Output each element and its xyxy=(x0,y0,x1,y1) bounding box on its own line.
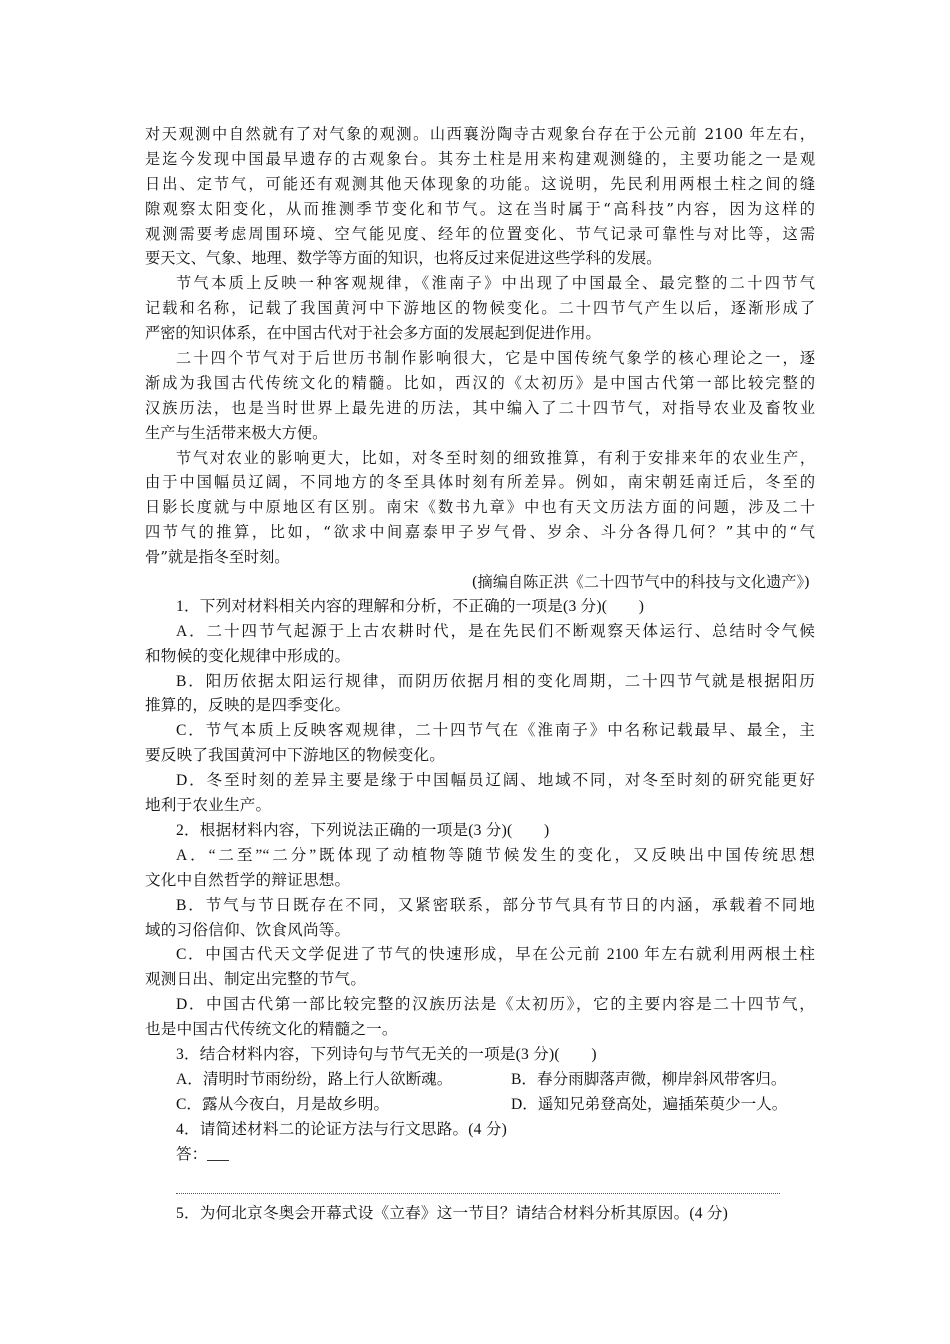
document-page xyxy=(145,122,815,1227)
option-d-cont: 地利于农业生产。 xyxy=(145,797,272,815)
option-a: A．清明时节雨纷纷，路上行人欲断魂。 xyxy=(176,1070,453,1088)
option-d: D．冬至时刻的差异主要是缘于中国幅员辽阔、地域不同，对冬至时刻的研究能更好 xyxy=(176,772,815,790)
text-line: 四节气的推算，比如，“欲求中间嘉泰甲子岁气骨、岁余、斗分各得几何？”其中的“气 xyxy=(145,523,815,542)
text-line: 由于中国幅员辽阔，不同地方的冬至具体时刻有所差异。例如，南宋朝廷南迁后，冬至的 xyxy=(145,473,815,492)
options-row-2 xyxy=(145,1093,815,1118)
question-stem: 3．结合材料内容，下列诗句与节气无关的一项是(3 分)( ) xyxy=(176,1045,597,1063)
option-d-cont: 也是中国古代传统文化的精髓之一。 xyxy=(145,1021,398,1039)
text-line: 观测需要考虑周围环境、空气能见度、经年的位置变化、节气记录可靠性与对比等，这需 xyxy=(145,224,815,243)
option-c-cont: 观测日出、制定出完整的节气。 xyxy=(145,971,367,989)
option-a-cont: 文化中自然哲学的辩证思想。 xyxy=(145,871,351,889)
passage-source: (摘编自陈正洪《二十四节气中的科技与文化遗产》) xyxy=(471,573,810,592)
answer-area[interactable] xyxy=(145,1143,815,1168)
question-stem: 1．下列对材料相关内容的理解和分析，不正确的一项是(3 分)( ) xyxy=(176,597,645,615)
passage-paragraph-2 xyxy=(145,271,815,346)
option-c-cont: 要反映了我国黄河中下游地区的物候变化。 xyxy=(145,747,446,765)
text-line: 节气本质上反映一种客观规律，《淮南子》中出现了中国最全、最完整的二十四节气 xyxy=(176,274,815,293)
question-stem: 4．请简述材料二的论证方法与行文思路。(4 分) xyxy=(176,1120,507,1138)
text-line: 要天文、气象、地理、数学等方面的知识，也将反过来促进这些学科的发展。 xyxy=(145,249,662,268)
text-line: 渐成为我国古代传统文化的精髓。比如，西汉的《太初历》是中国古代第一部比较完整的 xyxy=(145,373,815,392)
questions-section xyxy=(145,595,815,1227)
passage-paragraph-4 xyxy=(145,446,815,570)
option-d: D．遥知兄弟登高处，遍插茱萸少一人。 xyxy=(511,1095,788,1113)
text-line: 二十四个节气对于后世历书制作影响很大，它是中国传统气象学的核心理论之一，逐 xyxy=(176,349,815,368)
text-line: 记载和名称，记载了我国黄河中下游地区的物候变化。二十四节气产生以后，逐渐形成了 xyxy=(145,299,815,318)
question-4 xyxy=(145,1118,815,1195)
text-line: 严密的知识体系，在中国古代对于社会多方面的发展起到促进作用。 xyxy=(145,324,601,343)
option-b: B．阳历依据太阳运行规律，而阴历依据月相的变化周期，二十四节气就是根据阳历 xyxy=(176,672,815,690)
question-3 xyxy=(145,1043,815,1118)
option-b: B．节气与节日既存在不同，又紧密联系，部分节气具有节日的内涵，承载着不同地 xyxy=(176,896,815,914)
passage-paragraph-1 xyxy=(145,122,815,271)
text-line: 隙观察太阳变化，从而推测季节变化和节气。这在当时属于“高科技”内容，因为这样的 xyxy=(145,199,815,218)
text-line: 汉族历法，也是当时世界上最先进的历法，其中编入了二十四节气，对指导农业及畜牧业 xyxy=(145,398,815,417)
option-a-cont: 和物候的变化规律中形成的。 xyxy=(145,647,351,665)
option-c: C．露从今夜白，月是故乡明。 xyxy=(176,1095,390,1113)
option-b: B．春分雨脚落声微，柳岸斜风带客归。 xyxy=(511,1070,787,1088)
question-1 xyxy=(145,595,815,819)
option-c: C．节气本质上反映客观规律，二十四节气在《淮南子》中名称记载最早、最全，主 xyxy=(176,722,815,740)
question-2 xyxy=(145,819,815,1043)
text-line: 骨”就是指冬至时刻。 xyxy=(145,548,290,567)
question-stem: 2．根据材料内容，下列说法正确的一项是(3 分)( ) xyxy=(176,821,550,839)
text-line: 是迄今发现中国最早遗存的古观象台。其夯土柱是用来构建观测缝的，主要功能之一是观 xyxy=(145,149,815,168)
text-line: 生产与生活带来极大方便。 xyxy=(145,423,328,442)
option-b-cont: 推算的，反映的是四季变化。 xyxy=(145,697,351,715)
option-b-cont: 域的习俗信仰、饮食风尚等。 xyxy=(145,921,351,939)
option-d: D．中国古代第一部比较完整的汉族历法是《太初历》，它的主要内容是二十四节气， xyxy=(176,996,815,1014)
option-a: A．“二至”“二分”既体现了动植物等随节候发生的变化，又反映出中国传统思想 xyxy=(176,846,815,864)
option-c: C．中国古代天文学促进了节气的快速形成，早在公元前 2100 年左右就利用两根土柱 xyxy=(176,946,815,964)
text-line: 日出、定节气，可能还有观测其他天体现象的功能。这说明，先民利用两根土柱之间的缝 xyxy=(145,174,815,193)
dotted-answer-line xyxy=(176,1193,780,1194)
text-line: 节气对农业的影响更大，比如，对冬至时刻的细致推算，有利于安排来年的农业生产， xyxy=(176,448,815,467)
answer-label: 答： xyxy=(176,1145,208,1163)
question-5 xyxy=(145,1202,815,1227)
question-stem: 5．为何北京冬奥会开幕式设《立春》这一节目？请结合材料分析其原因。(4 分) xyxy=(176,1205,729,1223)
passage-paragraph-3 xyxy=(145,346,815,446)
text-line: 对天观测中自然就有了对气象的观测。山西襄汾陶寺古观象台存在于公元前 2100 年左右， xyxy=(145,125,815,143)
options-row-1 xyxy=(145,1068,815,1093)
option-a: A．二十四节气起源于上古农耕时代，是在先民们不断观察天体运行、总结时令气候 xyxy=(176,622,815,640)
answer-blank[interactable] xyxy=(207,1148,229,1161)
text-line: 日影长度就与中原地区有区别。南宋《数书九章》中也有天文历法方面的问题，涉及二十 xyxy=(145,498,815,517)
